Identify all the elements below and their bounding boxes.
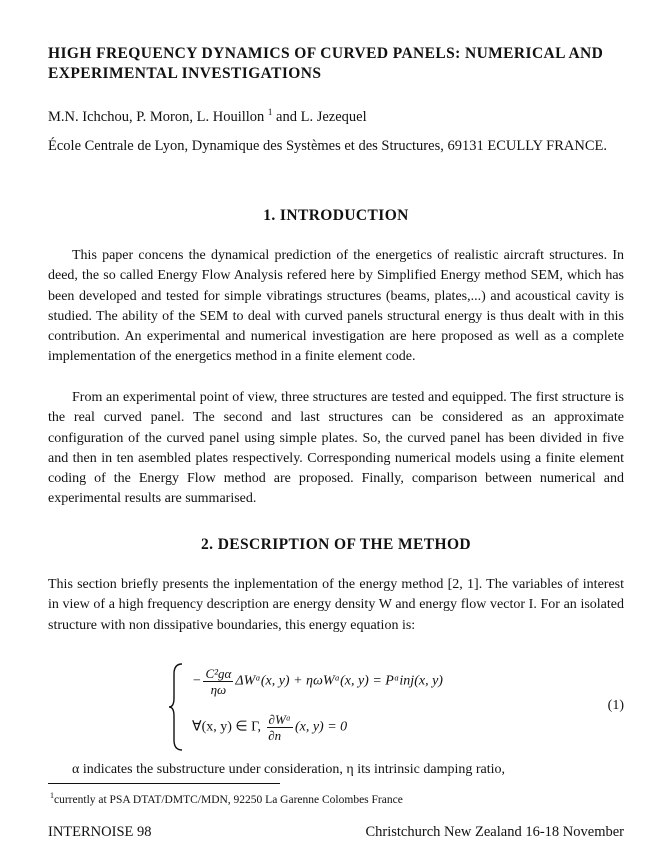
equation-coefficient-denominator: ηω (210, 682, 227, 697)
equation-derivative-denominator: ∂n⃗ (268, 728, 292, 743)
section-heading-method: 2. DESCRIPTION OF THE METHOD (201, 536, 471, 553)
author-list (48, 102, 624, 127)
footnote-text: currently at PSA DTAT/DMTC/MDN, 92250 La Garenne Colombes France (54, 793, 403, 806)
equation-line-1 (192, 666, 443, 697)
equation-normal-derivative (267, 712, 293, 743)
affiliation: École Centrale de Lyon, Dynamique des Systèmes et des Structures, 69131 ECULLY FRANCE. (48, 138, 607, 154)
equation-coefficient-numerator: C²gα (205, 666, 232, 681)
equation-boundary-condition: ∀(x, y) ∈ Γ, (192, 719, 262, 735)
footer-location-date: Christchurch New Zealand 16-18 November (365, 824, 624, 840)
authors-names-last: and L. Jezequel (272, 108, 367, 125)
equation-coefficient-fraction (203, 666, 233, 697)
intro-paragraph-2: From an experimental point of view, three structures are tested and equipped. The first structure is the real curved panel. The second and last structures can be considered as an approximate configuration of the curved panel using simple plates. So, the curved panel has been divided in five and then in ten asembled plates respectively. Corresponding numerical models using a finite element coding of the Energy Flow method are proposed. Finally, comparison between numerical and experimental results are summarised. (48, 390, 624, 507)
intro-paragraph-1: This paper concens the dynamical prediction of the energetics of realistic aircraft structures. In deed, the so called Energy Flow Analysis refered here by Simplified Energy method SEM, which has been developed and tested for simple vibratings structures (beams, plates,...) and acoustical cavity is studied. The ability of the SEM to deal with curved panels structural energy is thus dealt with in this contribution. An experimental and numerical investigation are here proposed as well as a complete implementation of the energetics method in a finite element code. (48, 248, 624, 365)
method-paragraph-1: This section briefly presents the inplementation of the energy method [2, 1]. The variables of interest in view of a high frequency description are energy density W and energy flow vector I. For an isolated structure with non dissipative boundaries, this energy equation is: (48, 577, 624, 633)
author-footnote-mark: 1 (267, 107, 273, 117)
section-heading-introduction: 1. INTRODUCTION (263, 207, 409, 224)
equation-line-1-body: ΔWᵅ(x, y) + ηωWᵅ(x, y) = Pᵅinj(x, y) (235, 673, 443, 689)
footnote-mark: 1 (50, 791, 54, 800)
equation-derivative-numerator: ∂Wᵅ (268, 712, 291, 727)
equation-number: (1) (607, 698, 624, 713)
method-paragraph-2: α indicates the substructure under consideration, η its intrinsic damping ratio, (72, 762, 506, 777)
footer-conference: INTERNOISE 98 (48, 824, 152, 840)
equation-line-2 (192, 712, 347, 743)
paper-title: HIGH FREQUENCY DYNAMICS OF CURVED PANELS: NUMERICAL AND EXPERIMENTAL INVESTIGATIONS (48, 45, 604, 82)
authors-names: M.N. Ichchou, P. Moron, L. Houillon (48, 108, 265, 125)
equation-minus: − (192, 673, 202, 689)
equation-line-2-body: (x, y) = 0 (294, 719, 348, 735)
footnote (50, 788, 626, 808)
left-brace-icon (168, 662, 184, 752)
footnote-divider (48, 783, 280, 784)
energy-equation (168, 662, 624, 752)
